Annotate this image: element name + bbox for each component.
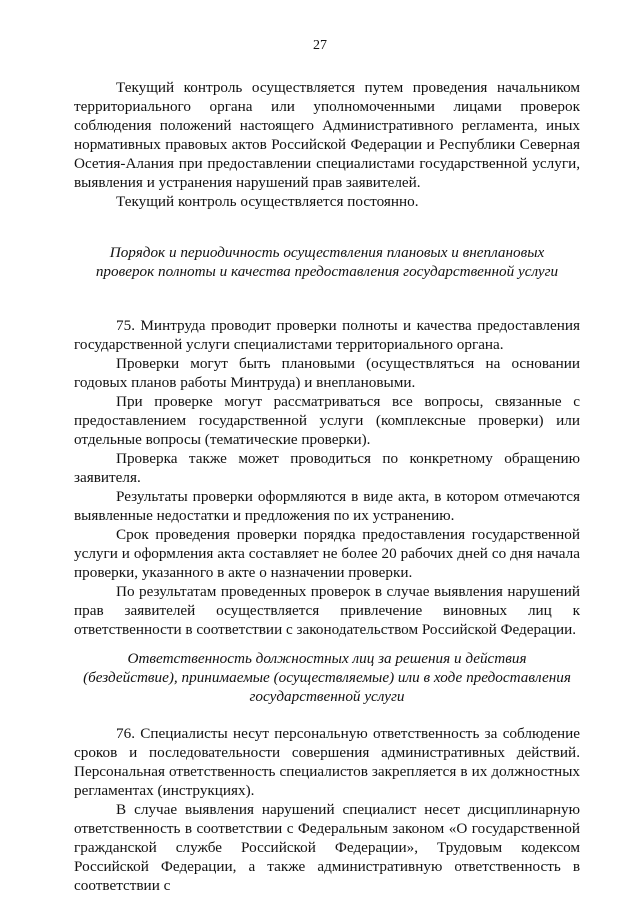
page-number: 27 <box>313 38 327 53</box>
paragraph: Проверки могут быть плановыми (осуществляться на основании годовых планов работы Минтруда) и внеплановыми. <box>74 355 580 391</box>
paragraph: Проверка также может проводиться по конкретному обращению заявителя. <box>74 450 580 486</box>
heading-line: государственной услуги <box>249 688 405 705</box>
section-responsibility <box>74 724 580 895</box>
heading-line: Порядок и периодичность осуществления плановых и внеплановых <box>109 244 545 261</box>
section-heading-inspections <box>74 243 580 281</box>
section-current-control <box>74 78 580 211</box>
paragraph: По результатам проведенных проверок в случае выявления нарушений прав заявителей осуществляется привлечение виновных лиц к ответственности в соответствии с законодательством Российской Федерации. <box>74 583 580 638</box>
paragraph: Текущий контроль осуществляется постоянно. <box>116 193 419 210</box>
paragraph: Срок проведения проверки порядка предоставления государственной услуги и оформления акта составляет не более 20 рабочих дней со дня начала проверки, указанного в акте о назначении проверки. <box>74 526 580 581</box>
paragraph: 76. Специалисты несут персональную ответственность за соблюдение сроков и последовательности совершения административных действий. Персональная ответственность специалистов закрепляется в их должностных регламентах (инструкциях). <box>74 725 580 799</box>
paragraph: В случае выявления нарушений специалист несет дисциплинарную ответственность в соответствии с Федеральным законом «О государственной гражданской службе Российской Федерации», Трудовым кодексом Российской Федерации, а также административную ответственность в соответствии с <box>74 801 580 894</box>
heading-line: (бездействие), принимаемые (осуществляемые) или в ходе предоставления <box>83 669 571 686</box>
heading-line: проверок полноты и качества предоставления государственной услуги <box>95 263 559 280</box>
paragraph: Результаты проверки оформляются в виде акта, в котором отмечаются выявленные недостатки и предложения по их устранению. <box>74 488 580 524</box>
heading-line: Ответственность должностных лиц за решения и действия <box>127 650 527 667</box>
paragraph: Текущий контроль осуществляется путем проведения начальником территориального органа или уполномоченными лицами проверок соблюдения положений настоящего Административного регламента, иных нормативных правовых актов Российской Федерации и Республики Северная Осетия-Алания при предоставлении специалистами государственной услуги, выявления и устранения нарушений прав заявителей. <box>74 79 580 191</box>
section-inspections <box>74 316 580 639</box>
paragraph: 75. Минтруда проводит проверки полноты и качества предоставления государственной услуги специалистами территориального органа. <box>74 317 580 353</box>
paragraph: При проверке могут рассматриваться все вопросы, связанные с предоставлением государственной услуги (комплексные проверки) или отдельные вопросы (тематические проверки). <box>74 393 580 448</box>
section-heading-responsibility <box>74 649 580 706</box>
